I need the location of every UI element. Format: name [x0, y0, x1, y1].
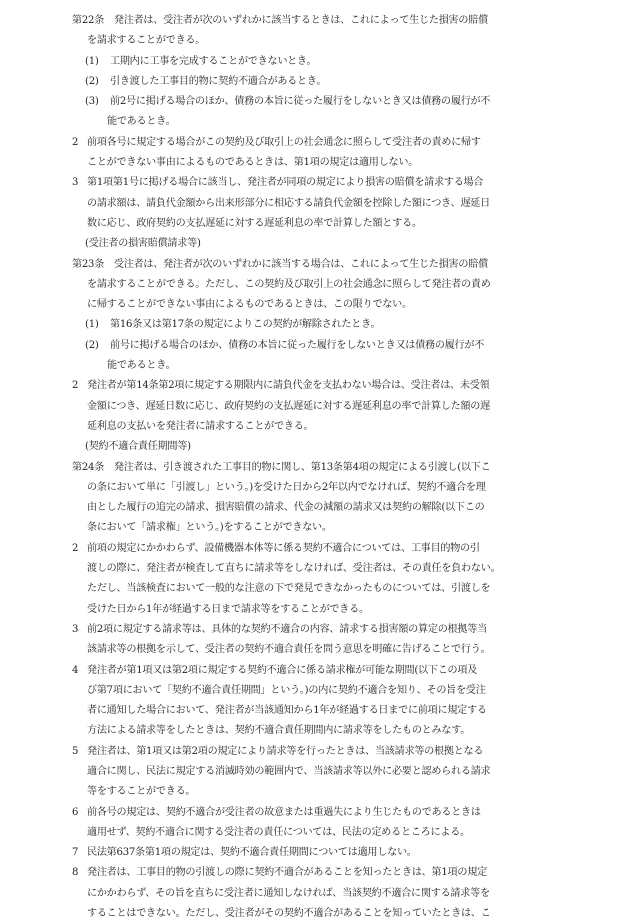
text-line [72, 661, 586, 681]
line-text: 金額につき、遅延日数に応じ、政府契約の支払遅延に対する遅延利息の率で計算した額の遅 [87, 400, 490, 412]
text-line [87, 823, 586, 843]
line-text: 第16条又は第17条の規定によりこの契約が解除されたとき。 [110, 319, 381, 331]
text-line [72, 458, 586, 478]
text-line [72, 803, 586, 823]
line-text: にかかわらず、その旨を直ちに受注者に通知しなければ、当該契約不適合に関する請求等を [87, 887, 490, 899]
text-line [87, 194, 586, 214]
text-line [87, 640, 586, 660]
text-line [87, 214, 586, 234]
line-number: (1) [85, 319, 99, 331]
line-text: 能であるとき。 [107, 360, 176, 372]
line-text: (契約不適合責任期間等) [85, 441, 191, 453]
line-text: 者に通知した場合において、発注者が当該通知から1年が経過する日までに前項に規定する [87, 705, 487, 717]
line-text: することはできない。ただし、受注者がその契約不適合があることを知っていたときは、こ [87, 908, 491, 920]
line-text: 由とした履行の追完の請求、損害賠償の請求、代金の減額の請求又は契約の解除(以下この [87, 502, 485, 514]
text-line [87, 295, 586, 315]
line-text: を請求することができる。ただし、この契約及び取引上の社会通念に照らして発注者の責め [87, 278, 491, 290]
line-text: 発注者は、工事目的物の引渡しの際に契約不適合があることを知ったときは、第1項の規定 [87, 867, 487, 879]
text-line [107, 356, 586, 376]
line-text: 方法による請求等をしたときは、契約不適合責任期間内に請求等をしたものとみなす。 [87, 725, 471, 737]
text-line [72, 376, 586, 396]
text-line [72, 620, 586, 640]
line-number: 5 [72, 745, 79, 757]
text-line [87, 397, 586, 417]
line-text: 延利息の支払いを発注者に請求することができる。 [87, 420, 314, 432]
line-text: 等をすることができる。 [87, 786, 196, 798]
line-text: 第24条 発注者は、引き渡された工事目的物に関し、第13条第4項の規定による引渡し(以下こ [72, 461, 491, 473]
text-line [87, 518, 586, 538]
text-line [87, 762, 586, 782]
line-text: に帰することができない事由によるものであるときは、この限りでない。 [87, 299, 412, 311]
text-line [85, 315, 586, 335]
text-line [72, 539, 586, 559]
line-text: 発注者が第1項又は第2項に規定する契約不適合に係る請求権が可能な期間(以下この項及 [87, 664, 478, 676]
line-text: 工期内に工事を完成することができないとき。 [110, 55, 317, 67]
text-line [87, 559, 586, 579]
line-text: 条において「請求権」という。)をすることができない。 [87, 522, 332, 534]
line-text: を請求することができる。 [87, 35, 206, 47]
line-number: 2 [72, 136, 79, 148]
line-number: 4 [72, 664, 79, 676]
line-text: 第1項第1号に掲げる場合に該当し、発注者が同項の規定により損害の賠償を請求する場合 [87, 177, 484, 189]
line-text: の請求額は、請負代金額から出来形部分に相応する請負代金額を控除した額につき、遅延日 [87, 197, 490, 209]
text-line [87, 701, 586, 721]
text-line [72, 742, 586, 762]
line-number: (3) [85, 96, 99, 108]
line-text: び第7項において「契約不適合責任期間」という。)の内に契約不適合を知り、その旨を受注 [87, 684, 486, 696]
text-line [87, 579, 586, 599]
text-line [87, 904, 586, 924]
line-text: 渡しの際に、発注者が検査して直ちに請求等をしなければ、受注者は、その責任を負わない。 [87, 563, 501, 575]
line-text: 第23条 受注者は、発注者が次のいずれかに該当する場合は、これによって生じた損害の賠償 [72, 258, 488, 270]
line-text: 受けた日から1年が経過する日まで請求等をすることができる。 [87, 603, 369, 615]
line-text: 適用せず、契約不適合に関する受注者の責任については、民法の定めるところによる。 [87, 826, 470, 838]
line-text: 引き渡した工事目的物に契約不適合があるとき。 [110, 75, 327, 87]
line-text: の条において単に「引渡し」という。)を受けた日から2年以内でなければ、契約不適合を理 [87, 481, 486, 493]
text-line [87, 31, 586, 51]
line-text: 前項の規定にかかわらず、設備機器本体等に係る契約不適合については、工事目的物の引 [87, 542, 480, 554]
text-line [85, 336, 586, 356]
text-line [87, 498, 586, 518]
line-number: (1) [85, 55, 99, 67]
line-text: ただし、当該検査において一般的な注意の下で発見できなかったものについては、引渡しを [87, 583, 491, 595]
line-number: 8 [72, 867, 79, 879]
line-text: 前号に掲げる場合のほか、債務の本旨に従った履行をしないとき又は債務の履行が不 [110, 339, 485, 351]
line-text: 民法第637条第1項の規定は、契約不適合責任期間については適用しない。 [87, 847, 417, 859]
text-line [87, 884, 586, 904]
line-text: ことができない事由によるものであるときは、第1項の規定は適用しない。 [87, 157, 419, 169]
text-line [87, 600, 586, 620]
line-text: 能であるとき。 [107, 116, 176, 128]
text-line [85, 52, 586, 72]
line-number: (2) [85, 75, 99, 87]
text-line [72, 863, 586, 883]
line-text: (受注者の損害賠償請求等) [85, 238, 201, 250]
text-line [87, 417, 586, 437]
line-text: 前2号に掲げる場合のほか、債務の本旨に従った履行をしないとき又は債務の履行が不 [110, 96, 491, 108]
line-text: 前項各号に規定する場合がこの契約及び取引上の社会通念に照らして受注者の責めに帰す [87, 136, 481, 148]
text-line [72, 173, 586, 193]
text-line [87, 782, 586, 802]
text-line [72, 843, 586, 863]
line-text: 前各号の規定は、契約不適合が受注者の故意または重過失により生じたものであるときは [87, 806, 481, 818]
text-line [72, 11, 586, 31]
text-line [87, 478, 586, 498]
line-text: 第22条 発注者は、受注者が次のいずれかに該当するときは、これによって生じた損害の賠償 [72, 15, 488, 26]
line-number: 2 [72, 380, 79, 392]
text-line [87, 721, 586, 741]
line-number: 3 [72, 177, 79, 189]
line-number: 3 [72, 623, 79, 635]
text-line [85, 437, 586, 457]
text-line [72, 255, 586, 275]
text-line [72, 133, 586, 153]
text-line [85, 92, 586, 112]
text-line [87, 275, 586, 295]
line-text: 発注者は、第1項又は第2項の規定により請求等を行ったときは、当該請求等の根拠となる [87, 745, 484, 757]
text-line [87, 681, 586, 701]
line-number: 7 [72, 847, 79, 859]
line-text: 発注者が第14条第2項に規定する期限内に請負代金を支払わない場合は、受注者は、未受領 [87, 380, 490, 392]
line-text: 前2項に規定する請求等は、具体的な契約不適合の内容、請求する損害額の算定の根拠等当 [87, 623, 487, 635]
line-number: 6 [72, 806, 79, 818]
text-line [87, 153, 586, 173]
line-text: 数に応じ、政府契約の支払遅延に対する遅延利息の率で計算した額とする。 [87, 217, 422, 229]
line-number: 2 [72, 542, 79, 554]
line-text: 該請求等の根拠を示して、受注者の契約不適合責任を問う意思を明確に告げることで行う。 [87, 644, 491, 656]
line-number: (2) [85, 339, 99, 351]
text-line [85, 234, 586, 254]
text-line [107, 112, 586, 132]
text-line [85, 72, 586, 92]
line-text: 適合に関し、民法に規定する消滅時効の範囲内で、当該請求等以外に必要と認められる請求 [87, 765, 491, 777]
